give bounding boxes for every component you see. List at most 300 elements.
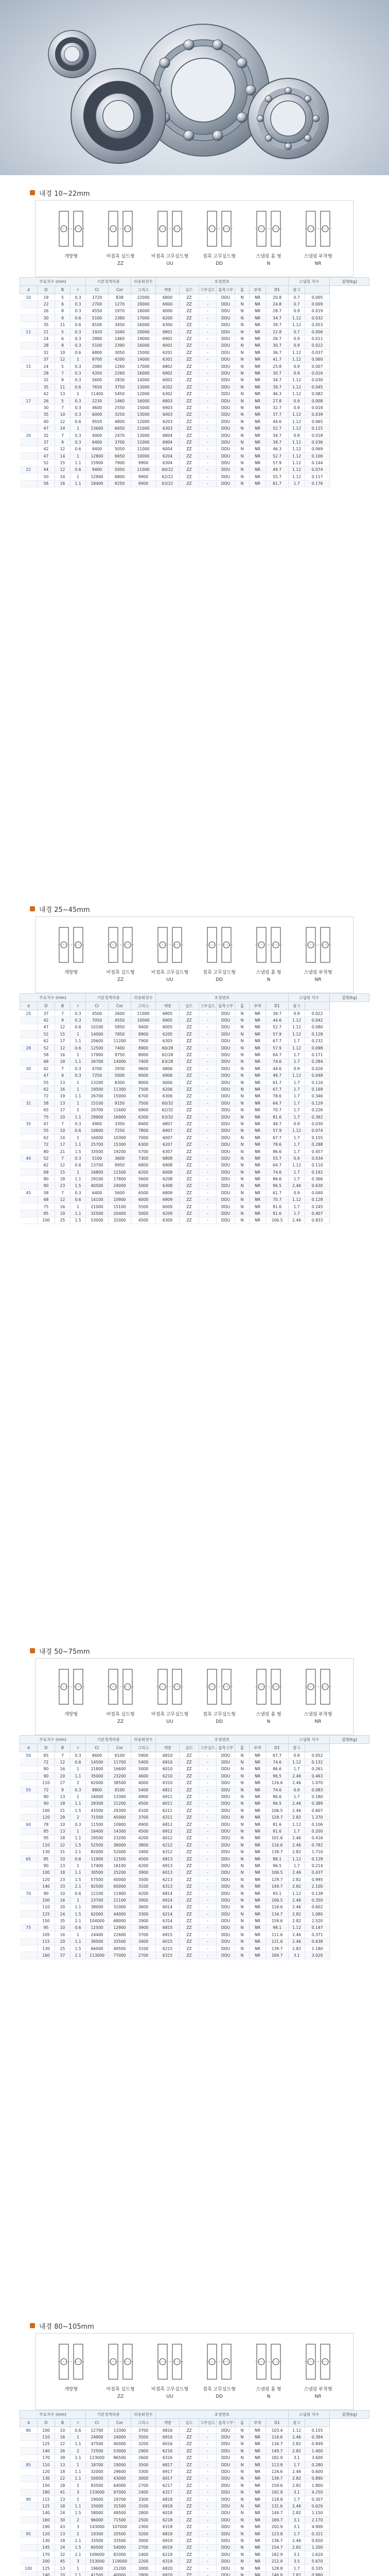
table-cell: 7250 xyxy=(86,1072,109,1079)
table-cell: ZZ xyxy=(180,1024,199,1030)
table-cell: 14000 xyxy=(109,1058,131,1065)
table-cell: 75 xyxy=(20,1924,38,1931)
table-cell: 5600 xyxy=(131,1176,156,1182)
table-cell: 0.6 xyxy=(70,1855,86,1862)
table-cell: N xyxy=(235,1918,250,1924)
table-cell: ZZ xyxy=(180,1759,199,1766)
table-header-group: 허용회전수 xyxy=(131,1736,156,1744)
table-cell: 17800 xyxy=(109,1176,131,1182)
table-cell: 24900 xyxy=(86,2434,109,2441)
table-cell: 85 xyxy=(38,1828,55,1835)
table-cell: DDU xyxy=(217,301,235,308)
table-cell: 0.6 xyxy=(70,1924,86,1931)
table-cell: N xyxy=(235,425,250,432)
table-cell: 16900 xyxy=(109,1113,131,1120)
table-cell: 42 xyxy=(38,446,55,452)
table-cell: N xyxy=(235,391,250,397)
table-cell: N xyxy=(235,301,250,308)
table-cell: 12500 xyxy=(86,1924,109,1931)
table-header-cell: 실드 xyxy=(180,2419,199,2427)
table-cell: 110 xyxy=(38,1780,55,1786)
table-cell: 6209 xyxy=(156,1210,180,1217)
table-cell: - xyxy=(199,1821,217,1827)
table-cell: NR xyxy=(250,1876,266,1883)
spec-table xyxy=(20,993,369,1224)
table-cell: 1 xyxy=(70,2434,86,2441)
table-cell: 11000 xyxy=(131,446,156,452)
table-cell: 6800 xyxy=(86,349,109,356)
table-cell: NR xyxy=(250,1849,266,1855)
table-cell: 72 xyxy=(38,1093,55,1099)
table-cell: 17000 xyxy=(131,363,156,369)
table-cell: 2.46 xyxy=(289,1800,305,1807)
table-cell: 0.9 xyxy=(289,397,305,404)
table-cell: 1.7 xyxy=(289,1058,305,1065)
table-cell: N xyxy=(235,460,250,466)
table-cell: 96.5 xyxy=(266,1773,289,1780)
table-cell: 86.6 xyxy=(266,1176,289,1182)
table-cell: 7 xyxy=(55,1121,70,1127)
table-cell: 17000 xyxy=(131,315,156,321)
table-cell: ZZ xyxy=(180,446,199,452)
table-cell: 0.3 xyxy=(70,1121,86,1127)
table-cell: 2 xyxy=(70,2448,86,2454)
table-cell: 2.82 xyxy=(289,2441,305,2447)
spec-table-wrap xyxy=(20,2410,369,2576)
table-cell: 70.7 xyxy=(266,1196,289,1203)
table-cell: 107000 xyxy=(109,2523,131,2530)
table-cell: 4600 xyxy=(86,404,109,411)
table-cell: - xyxy=(199,452,217,459)
table-cell: 0.284 xyxy=(305,1058,330,1065)
table-cell: N xyxy=(235,1828,250,1835)
table-header-cell: Cr xyxy=(86,1744,109,1752)
table-cell: NR xyxy=(250,2434,266,2441)
table-cell: ZZ xyxy=(180,1793,199,1800)
table-cell: 26700 xyxy=(86,1058,109,1065)
table-cell: 0.6 xyxy=(70,384,86,391)
table-cell: 6208 xyxy=(156,1176,180,1182)
table-cell: 19500 xyxy=(86,1086,109,1093)
table-cell: 37 xyxy=(38,1010,55,1017)
table-cell: 0.9 xyxy=(289,308,305,314)
table-cell: 52500 xyxy=(86,1842,109,1849)
table-cell: N xyxy=(235,1807,250,1814)
table-cell: 143000 xyxy=(86,2523,109,2530)
table-cell: NR xyxy=(250,1141,266,1148)
table-cell: 5000 xyxy=(131,1210,156,1217)
table-cell: 106.5 xyxy=(266,1897,289,1904)
table-cell: 12800 xyxy=(86,452,109,459)
table-cell: - xyxy=(199,2454,217,2461)
table-cell: NR xyxy=(250,1127,266,1134)
table-cell: 7000 xyxy=(131,1134,156,1141)
table-cell xyxy=(20,480,38,487)
table-row xyxy=(20,404,369,411)
table-cell: 0.074 xyxy=(305,1127,330,1134)
table-cell: ZZ xyxy=(180,425,199,432)
table-cell: 80 xyxy=(38,1793,55,1800)
table-cell: ZZ xyxy=(180,1176,199,1182)
table-cell: NR xyxy=(250,2482,266,2489)
table-cell: 17 xyxy=(20,397,38,404)
table-cell: 10 xyxy=(55,411,70,418)
seal-type-label: 비접촉 고무실드형 xyxy=(151,254,189,259)
table-cell: N xyxy=(235,1945,250,1952)
table-cell: - xyxy=(199,356,217,363)
table-cell: 14100 xyxy=(86,1196,109,1203)
table-cell: 2.620 xyxy=(305,2551,330,2558)
table-cell: 2260 xyxy=(109,370,131,377)
table-cell: 0.034 xyxy=(305,1155,330,1162)
table-cell xyxy=(20,1072,38,1079)
table-cell: 23700 xyxy=(86,1897,109,1904)
spec-table xyxy=(20,2410,369,2576)
table-header-group: 기본정격하중 xyxy=(86,2411,131,2419)
table-cell: 7050 xyxy=(86,1017,109,1024)
table-cell: ZZ xyxy=(180,1155,199,1162)
table-cell: 20 xyxy=(55,1904,70,1910)
table-cell: 47500 xyxy=(86,2441,109,2447)
table-cell: DDU xyxy=(217,1031,235,1038)
table-cell: 4500 xyxy=(131,1855,156,1862)
table-cell: 14500 xyxy=(86,1759,109,1766)
table-cell: 11500 xyxy=(86,1821,109,1827)
table-cell: 1.1 xyxy=(70,1835,86,1841)
table-cell: 1.070 xyxy=(305,1780,330,1786)
table-cell: DDU xyxy=(217,2558,235,2565)
table-cell: N xyxy=(235,2523,250,2530)
table-cell: 9000 xyxy=(131,1072,156,1079)
table-cell: NR xyxy=(250,1121,266,1127)
table-row xyxy=(20,1113,369,1120)
table-cell: 27 xyxy=(55,1780,70,1786)
table-row xyxy=(20,2461,369,2468)
table-cell: ZZ xyxy=(180,315,199,321)
table-cell: 5 xyxy=(55,294,70,301)
table-cell: - xyxy=(199,2434,217,2441)
table-header-cell: r xyxy=(70,1002,86,1010)
table-cell: NR xyxy=(250,2454,266,2461)
table-cell: 3050 xyxy=(109,349,131,356)
table-cell: 10 xyxy=(55,2427,70,2434)
table-cell: 0.147 xyxy=(305,1924,330,1931)
table-cell: 2400 xyxy=(131,2489,156,2496)
table-cell: 0.6 xyxy=(70,1162,86,1168)
table-row xyxy=(20,2441,369,2447)
table-cell: 20.8 xyxy=(266,294,289,301)
table-cell: NR xyxy=(250,1113,266,1120)
table-cell: N xyxy=(235,1897,250,1904)
table-cell: 0.437 xyxy=(305,1869,330,1876)
table-cell: 16800 xyxy=(86,1168,109,1175)
table-cell: N xyxy=(235,397,250,404)
table-cell: 34.7 xyxy=(266,377,289,383)
table-row xyxy=(20,1849,369,1855)
table-cell: 4.250 xyxy=(305,2489,330,2496)
table-cell: NR xyxy=(250,328,266,335)
table-cell: 0.009 xyxy=(305,301,330,308)
table-row xyxy=(20,2551,369,2558)
table-cell: N xyxy=(235,2489,250,2496)
table-cell: 1.12 xyxy=(289,1855,305,1862)
table-header-group: 허용회전수 xyxy=(131,2411,156,2419)
table-cell: 6805 xyxy=(156,1010,180,1017)
table-cell: 0.180 xyxy=(305,1793,330,1800)
table-cell: 6001 xyxy=(156,342,180,349)
table-cell: N xyxy=(235,1904,250,1910)
table-cell: 1 xyxy=(70,1107,86,1113)
table-header-cell: 홈 xyxy=(235,1002,250,1010)
table-cell: N xyxy=(235,1107,250,1113)
table-cell: ZZ xyxy=(180,1031,199,1038)
table-header-group: 호칭번호 xyxy=(156,1736,289,1744)
table-cell: 12 xyxy=(55,1759,70,1766)
table-cell: - xyxy=(199,377,217,383)
table-cell: - xyxy=(199,1127,217,1134)
table-cell: ZZ xyxy=(180,1910,199,1917)
table-header-cell: D1 xyxy=(266,1744,289,1752)
table-row xyxy=(20,1828,369,1835)
table-cell: 58 xyxy=(38,1052,55,1058)
seal-type-diagram xyxy=(35,200,354,277)
table-row xyxy=(20,1093,369,1099)
table-cell: 64.7 xyxy=(266,1052,289,1058)
table-cell: DDU xyxy=(217,1890,235,1896)
table-cell: 15000 xyxy=(131,349,156,356)
table-cell: 5100 xyxy=(86,315,109,321)
table-cell: 2.100 xyxy=(305,1883,330,1890)
table-cell: 0.3 xyxy=(70,1190,86,1196)
seal-type-code: ZZ xyxy=(117,977,124,982)
table-cell: DDU xyxy=(217,2551,235,2558)
table-cell: 11900 xyxy=(86,1855,109,1862)
table-header-cell: Cr xyxy=(86,2419,109,2427)
table-cell: 149.7 xyxy=(266,2448,289,2454)
table-cell: 6312 xyxy=(156,1849,180,1855)
table-cell: 33 xyxy=(55,1883,70,1890)
table-cell: 12100 xyxy=(86,1890,109,1896)
spec-table-wrap xyxy=(20,993,369,1224)
table-cell: 96.5 xyxy=(266,1182,289,1189)
table-cell: 123000 xyxy=(86,2454,109,2461)
table-cell: 45 xyxy=(55,2558,70,2565)
table-cell: 0.620 xyxy=(305,2503,330,2510)
table-cell: 17400 xyxy=(86,1862,109,1869)
table-cell: 2.82 xyxy=(289,2448,305,2454)
table-cell: 0.115 xyxy=(305,425,330,432)
table-cell: DDU xyxy=(217,1780,235,1786)
table-cell: ZZ xyxy=(180,1058,199,1065)
table-cell: 10 xyxy=(55,1127,70,1134)
table-cell: N xyxy=(235,1100,250,1107)
table-cell: - xyxy=(199,1210,217,1217)
table-cell: 34.7 xyxy=(266,315,289,321)
table-row xyxy=(20,1876,369,1883)
table-row xyxy=(20,411,369,418)
table-cell: 11300 xyxy=(109,1086,131,1093)
table-cell: 61.7 xyxy=(266,1190,289,1196)
table-cell: 1 xyxy=(70,2530,86,2537)
table-cell: 2800 xyxy=(131,2572,156,2576)
table-cell: DDU xyxy=(217,1835,235,1841)
table-cell: 4900 xyxy=(131,1821,156,1827)
table-cell: - xyxy=(199,308,217,314)
table-cell: 6800 xyxy=(131,1162,156,1168)
seal-type-code: UU xyxy=(166,977,173,982)
table-cell: 10300 xyxy=(109,1134,131,1141)
table-cell: ZZ xyxy=(180,1210,199,1217)
table-cell: 47 xyxy=(38,452,55,459)
table-cell: 6014 xyxy=(156,1904,180,1910)
table-cell: NR xyxy=(250,425,266,432)
table-cell: 0.9 xyxy=(289,1065,305,1072)
table-cell: DDU xyxy=(217,1855,235,1862)
table-cell: 105 xyxy=(38,1931,55,1938)
table-cell: - xyxy=(199,2551,217,2558)
table-cell: 3 xyxy=(70,2558,86,2565)
table-cell: 0.261 xyxy=(305,1766,330,1772)
table-cell xyxy=(20,1842,38,1849)
table-cell: N xyxy=(235,2441,250,2447)
table-cell: 100 xyxy=(20,2565,38,2571)
table-cell: 77000 xyxy=(109,1952,131,1959)
table-cell: - xyxy=(199,1058,217,1065)
table-cell: 1.5 xyxy=(70,1945,86,1952)
table-row xyxy=(20,1100,369,1107)
table-cell: 5100 xyxy=(86,342,109,349)
table-cell: 22.8 xyxy=(266,328,289,335)
table-cell xyxy=(20,418,38,425)
table-cell: 0.6 xyxy=(70,349,86,356)
table-cell: DDU xyxy=(217,1100,235,1107)
table-cell: 6813 xyxy=(156,1855,180,1862)
table-cell: DDU xyxy=(217,1148,235,1155)
table-cell: - xyxy=(199,1017,217,1024)
table-cell: 0.232 xyxy=(305,1038,330,1044)
table-cell: NR xyxy=(250,1065,266,1072)
table-cell: N xyxy=(235,1031,250,1038)
table-cell: N xyxy=(235,1079,250,1086)
table-cell: 180 xyxy=(38,2489,55,2496)
table-cell: ZZ xyxy=(180,1113,199,1120)
table-header-cell: 개방 xyxy=(156,2419,180,2427)
table-cell: 9550 xyxy=(86,418,109,425)
table-cell: - xyxy=(199,1793,217,1800)
table-cell: 57.9 xyxy=(266,1044,289,1051)
table-cell: 95 xyxy=(38,1835,55,1841)
table-cell: 6900 xyxy=(131,1107,156,1113)
table-row xyxy=(20,439,369,446)
table-cell: N xyxy=(235,1113,250,1120)
table-cell: DDU xyxy=(217,2482,235,2489)
table-cell: - xyxy=(199,1182,217,1189)
table-cell: 5 xyxy=(55,397,70,404)
table-cell: ZZ xyxy=(180,308,199,314)
table-cell: NR xyxy=(250,1210,266,1217)
table-cell: 123.8 xyxy=(266,2530,289,2537)
table-cell xyxy=(20,1862,38,1869)
table-cell: ZZ xyxy=(180,1065,199,1072)
table-cell: 9700 xyxy=(86,356,109,363)
table-cell: 20 xyxy=(55,2572,70,2576)
table-header-cell: 실드 xyxy=(180,286,199,294)
table-cell: 15 xyxy=(20,363,38,369)
table-cell: 75 xyxy=(38,1113,55,1120)
table-cell: NR xyxy=(250,1100,266,1107)
table-cell: 6500 xyxy=(131,1190,156,1196)
table-header-cell: 부착 xyxy=(250,1744,266,1752)
table-cell: 1.7 xyxy=(289,1038,305,1044)
table-cell: 1.5 xyxy=(70,1217,86,1224)
table-cell: 2400 xyxy=(131,2551,156,2558)
table-cell: DDU xyxy=(217,1862,235,1869)
table-cell xyxy=(20,377,38,383)
table-cell: N xyxy=(235,342,250,349)
table-cell: 13000 xyxy=(131,411,156,418)
table-cell xyxy=(20,349,38,356)
table-cell: DDU xyxy=(217,452,235,459)
table-cell: - xyxy=(199,1176,217,1182)
table-cell: 2.46 xyxy=(289,2537,305,2544)
table-cell: 0.602 xyxy=(305,1904,330,1910)
table-cell: 0.200 xyxy=(305,1828,330,1835)
table-row xyxy=(20,1010,369,1017)
table-cell: - xyxy=(199,425,217,432)
table-cell: 125 xyxy=(38,2441,55,2447)
table-cell: - xyxy=(199,315,217,321)
table-cell: DDU xyxy=(217,1093,235,1099)
table-cell: 19600 xyxy=(86,2565,109,2571)
table-cell: 6700 xyxy=(131,1093,156,1099)
table-cell: 22 xyxy=(55,2441,70,2447)
table-cell: - xyxy=(199,1910,217,1917)
table-cell: 39.7 xyxy=(266,321,289,328)
table-cell: 11000 xyxy=(131,466,156,473)
table-cell: 27.8 xyxy=(266,397,289,404)
table-row xyxy=(20,328,369,335)
table-cell: 60000 xyxy=(109,1883,131,1890)
table-cell: DDU xyxy=(217,418,235,425)
table-cell: 22 xyxy=(20,466,38,473)
table-row xyxy=(20,1196,369,1203)
table-cell: 4500 xyxy=(131,1828,156,1835)
table-cell: 6819 xyxy=(156,2530,180,2537)
table-cell: 33500 xyxy=(86,2537,109,2544)
table-cell: 4550 xyxy=(86,308,109,314)
table-cell: 2600 xyxy=(131,2454,156,2461)
table-cell: - xyxy=(199,2517,217,2523)
table-cell: 0.3 xyxy=(70,432,86,438)
table-header-group: 스냅링 치수 xyxy=(289,2411,330,2419)
seal-type-code: DD xyxy=(216,1719,223,1724)
table-cell: N xyxy=(235,2468,250,2475)
table-cell: 67.7 xyxy=(266,1752,289,1759)
table-cell: 44000 xyxy=(109,1910,131,1917)
table-cell: 32000 xyxy=(109,1217,131,1224)
table-cell: DDU xyxy=(217,377,235,383)
seal-type-label: 개방형 xyxy=(64,2387,78,2392)
table-cell: 37 xyxy=(38,439,55,446)
table-cell: 1.370 xyxy=(305,1814,330,1821)
table-cell xyxy=(20,1024,38,1030)
table-cell: DDU xyxy=(217,2517,235,2523)
table-cell: 52 xyxy=(38,460,55,466)
table-cell: DDU xyxy=(217,2544,235,2551)
table-cell: 20000 xyxy=(131,328,156,335)
table-row xyxy=(20,1814,369,1821)
table-cell: ZZ xyxy=(180,473,199,480)
